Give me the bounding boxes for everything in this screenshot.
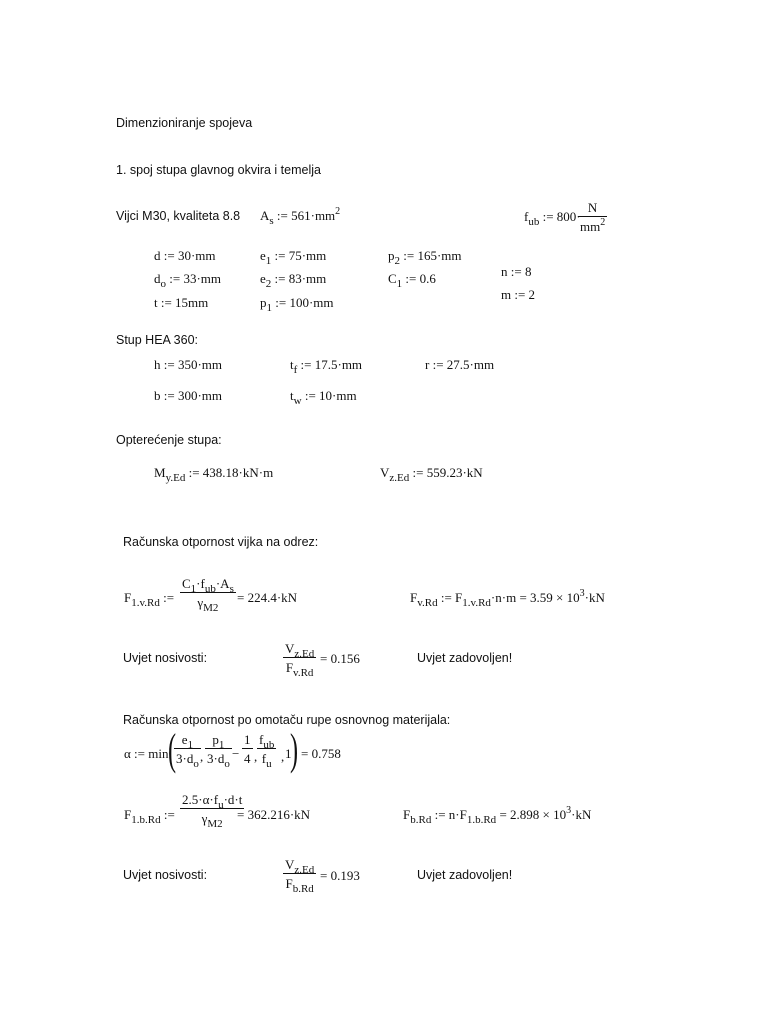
formula-e1: $e_1$ := 75·mm [260, 248, 327, 267]
paren-open: ( [168, 725, 177, 774]
formula-p2: $p_2$ := 165·mm [388, 248, 462, 267]
formula-e2: $e_2$ := 83·mm [260, 271, 327, 290]
fraction-F1bRd: $2.5\cdot\alpha\cdot f_u\cdot d\cdot t$ $\gamma_{M2}$ [182, 792, 243, 830]
result-check-1: = 0.156 [320, 651, 360, 666]
fraction-check-2: $V_{z.Ed}$ $F_{b.Rd}$ [285, 857, 315, 895]
fraction-F1vRd: $C_1\cdot f_{ub}\cdot A_s$ $\gamma_{M2}$ [182, 576, 234, 614]
formula-C1: $C_1$ := 0.6 [388, 271, 436, 290]
formula-d: d := 30·mm [154, 248, 216, 263]
formula-FbRd: $F_{b.Rd}$ := $n\cdot F_{1.b.Rd} = 2.898 \times 10^3\cdot kN$ [403, 805, 592, 826]
result-alpha: = 0.758 [301, 746, 341, 761]
formula-tw: $t_w$ := 10·mm [290, 388, 357, 407]
formula-tf: $t_f$ := 17.5·mm [290, 357, 363, 376]
formula-alpha-lhs: α := min [124, 746, 169, 761]
formula-fub: $f_{ub}$ := 800· [524, 209, 581, 228]
formula-VzEd: $V_{z.Ed}$ := 559.23·kN [380, 465, 483, 484]
formula-do: $d_o$ := 33·mm [154, 271, 221, 290]
result-F1bRd: = 362.216·kN [237, 807, 311, 822]
formula-h: h := 350·mm [154, 357, 222, 372]
result-check-2: = 0.193 [320, 868, 360, 883]
check-label-2: Uvjet nosivosti: [123, 868, 208, 882]
shear-label: Računska otpornost vijka na odrez: [123, 535, 319, 549]
bolts-label: Vijci M30, kvaliteta 8.8 [116, 209, 241, 223]
formula-r: r := 27.5·mm [425, 357, 495, 372]
comma-3: , [281, 749, 285, 764]
fraction-p1: $p_1$ $3\cdot d_o$ [207, 732, 230, 770]
minus: − [232, 746, 240, 761]
check-label-1: Uvjet nosivosti: [123, 651, 208, 665]
fraction-e1: $e_1$ $3\cdot d_o$ [176, 732, 199, 770]
bearing-label: Računska otpornost po omotaču rupe osnovnog materijala: [123, 713, 451, 727]
min-arg-one: 1 [285, 746, 292, 761]
section-heading: 1. spoj stupa glavnog okvira i temelja [116, 163, 321, 177]
formula-FvRd: $F_{v.Rd}$ := $F_{1.v.Rd}\cdot n\cdot m = 3.59 \times 10^3\cdot kN$ [410, 588, 605, 609]
formula-n: n := 8 [501, 264, 532, 279]
formula-p1: $p_1$ := 100·mm [260, 295, 334, 314]
fraction-fub-unit: N $mm^2$ [580, 200, 606, 234]
result-F1vRd: = 224.4·kN [237, 590, 298, 605]
load-label: Opterećenje stupa: [116, 433, 222, 447]
fraction-fub-fu: $f_{ub}$ $f_u$ [259, 732, 275, 770]
column-label: Stup HEA 360: [116, 333, 199, 347]
formula-F1bRd-lhs: $F_{1.b.Rd}$ := [124, 807, 175, 826]
formula-b: b := 300·mm [154, 388, 222, 403]
document-title: Dimenzioniranje spojeva [116, 116, 253, 130]
formula-MyEd: $M_{y.Ed}$ := 438.18·kN·m [154, 465, 274, 484]
formula-m: m := 2 [501, 287, 536, 302]
comma-2: , [254, 749, 258, 764]
formula-t: t := 15mm [154, 295, 209, 310]
paren-close: ) [290, 725, 299, 774]
fraction-quarter: 1 4 [244, 732, 251, 766]
formula-As: $A_s$ := $561\cdot mm^2$ [260, 206, 341, 227]
status-ok-1: Uvjet zadovoljen! [417, 651, 513, 665]
comma-1: , [200, 749, 204, 764]
formula-F1vRd-lhs: $F_{1.v.Rd}$ := [124, 590, 175, 609]
fraction-check-1: $V_{z.Ed}$ $F_{v.Rd}$ [285, 641, 315, 679]
status-ok-2: Uvjet zadovoljen! [417, 868, 513, 882]
